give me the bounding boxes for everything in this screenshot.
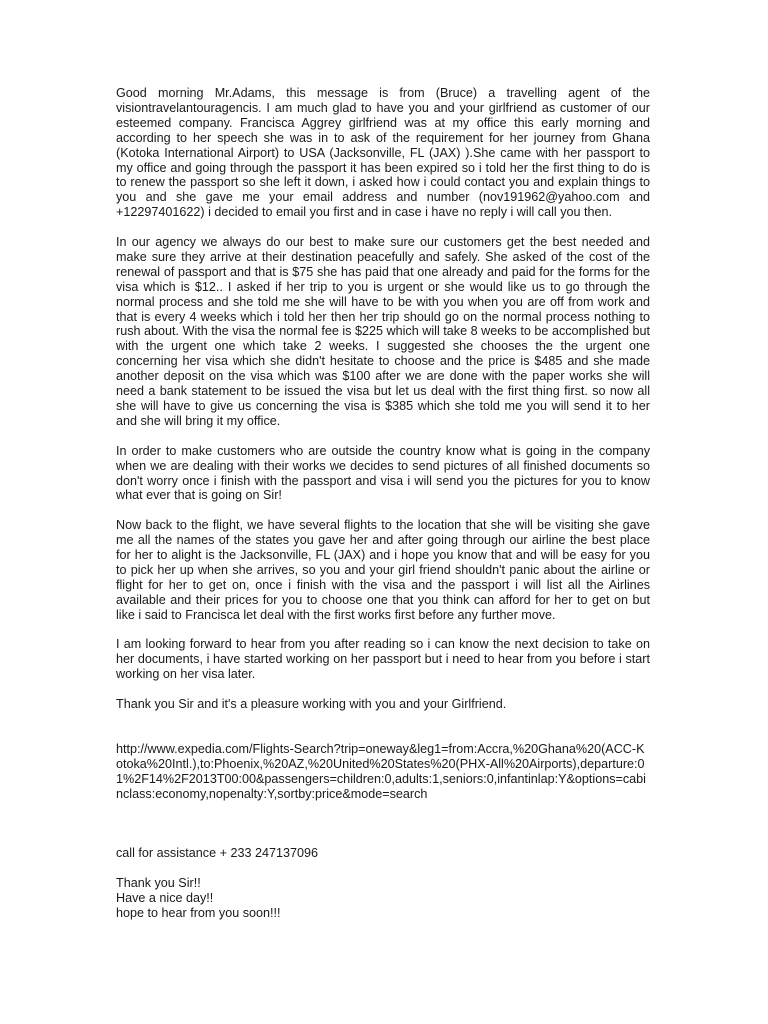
paragraph-costs: In our agency we always do our best to make sure our customers get the best needed and make sure they arrive at their destination peacefully and safely. She asked of the cost of the renewal of passport and that is $75 she has paid that one already and paid for the forms for the visa which is $12.. I asked if her trip to you is urgent or she would like us to go through the normal process and she told me she will have to be with you when you are off from work and that is every 4 weeks which i told her then her trip should go on the normal process nothing to rush about. With the visa the normal fee is $225 which will take 8 weeks to be accomplished but with the urgent one which take 2 weeks. I suggested she chooses the the urgent one concerning her visa which she didn't hesitate to choose and the price is $485 and she made another deposit on the visa which was $100 after we are done with the paper works she will need a bank statement to be issued the visa but let us deal with the first thing first. so now all she will have to give us concerning the visa is $385 which she told me you will send it to her and she will bring it my office. xyxy=(116,235,650,428)
paragraph-pictures: In order to make customers who are outside the country know what is going in the company when we are dealing with their works we decides to send pictures of all finished documents so don't worry once i finish with the passport and visa i will send you the pictures for you to know what ever that is going on Sir! xyxy=(116,443,650,503)
paragraph-thanks: Thank you Sir and it's a pleasure working with you and your Girlfriend. xyxy=(116,697,507,712)
paragraph-looking-forward: I am looking forward to hear from you after reading so i can know the next decision to take on her documents, i have started working on her passport but i need to hear from you before i start working on her visa later. xyxy=(116,637,650,682)
closing-block xyxy=(116,876,650,921)
closing-line: Thank you Sir!! xyxy=(116,875,201,890)
closing-line: hope to hear from you soon!!! xyxy=(116,905,281,920)
paragraph-greeting: Good morning Mr.Adams, this message is from (Bruce) a travelling agent of the visiontravelantouragencis. I am much glad to have you and your girlfriend as customer of our esteemed company. Francisca Aggrey girlfriend was at my office this early morning and according to her speech she was in to ask of the requirement for her journey from Ghana (Kotoka International Airport) to USA (Jacksonville, FL (JAX) ).She came with her passport to my office and going through the passport it has been expired so i told her the first thing to do is to renew the passport so she left it down, i asked how i could contact you and explain things to you and she gave me your email address and number (nov191962@yahoo.com and +12297401622) i decided to email you first and in case i have no reply i will call you then. xyxy=(116,86,650,220)
letter-body xyxy=(116,86,650,921)
expedia-url: http://www.expedia.com/Flights-Search?trip=oneway&leg1=from:Accra,%20Ghana%20(ACC-Kotoka%20Intl.),to:Phoenix,%20AZ,%20United%20States%20(PHX-All%20Airports),departure:01%2F14%2F2013T00:00&passengers=children:0,adults:1,seniors:0,infantinlap:Y&options=cabinclass:economy,nopenalty:Y,sortby:price&mode=search xyxy=(116,741,646,801)
closing-line: Have a nice day!! xyxy=(116,890,214,905)
assistance-phone: call for assistance + 233 247137096 xyxy=(116,846,318,861)
paragraph-flight: Now back to the flight, we have several flights to the location that she will be visiting she gave me all the names of the states you gave her and after going through our airline the best place for her to alight is the Jacksonville, FL (JAX) and i hope you know that and will be easy for you to pick her up when she arrives, so you and your girl friend shouldn't panic about the airline or flight for her to get on, once i finish with the visa and the passport i will list all the Airlines available and their prices for you to choose one that you think can afford for her to get on but like i said to Francisca let deal with the first works first before any further move. xyxy=(116,518,650,622)
